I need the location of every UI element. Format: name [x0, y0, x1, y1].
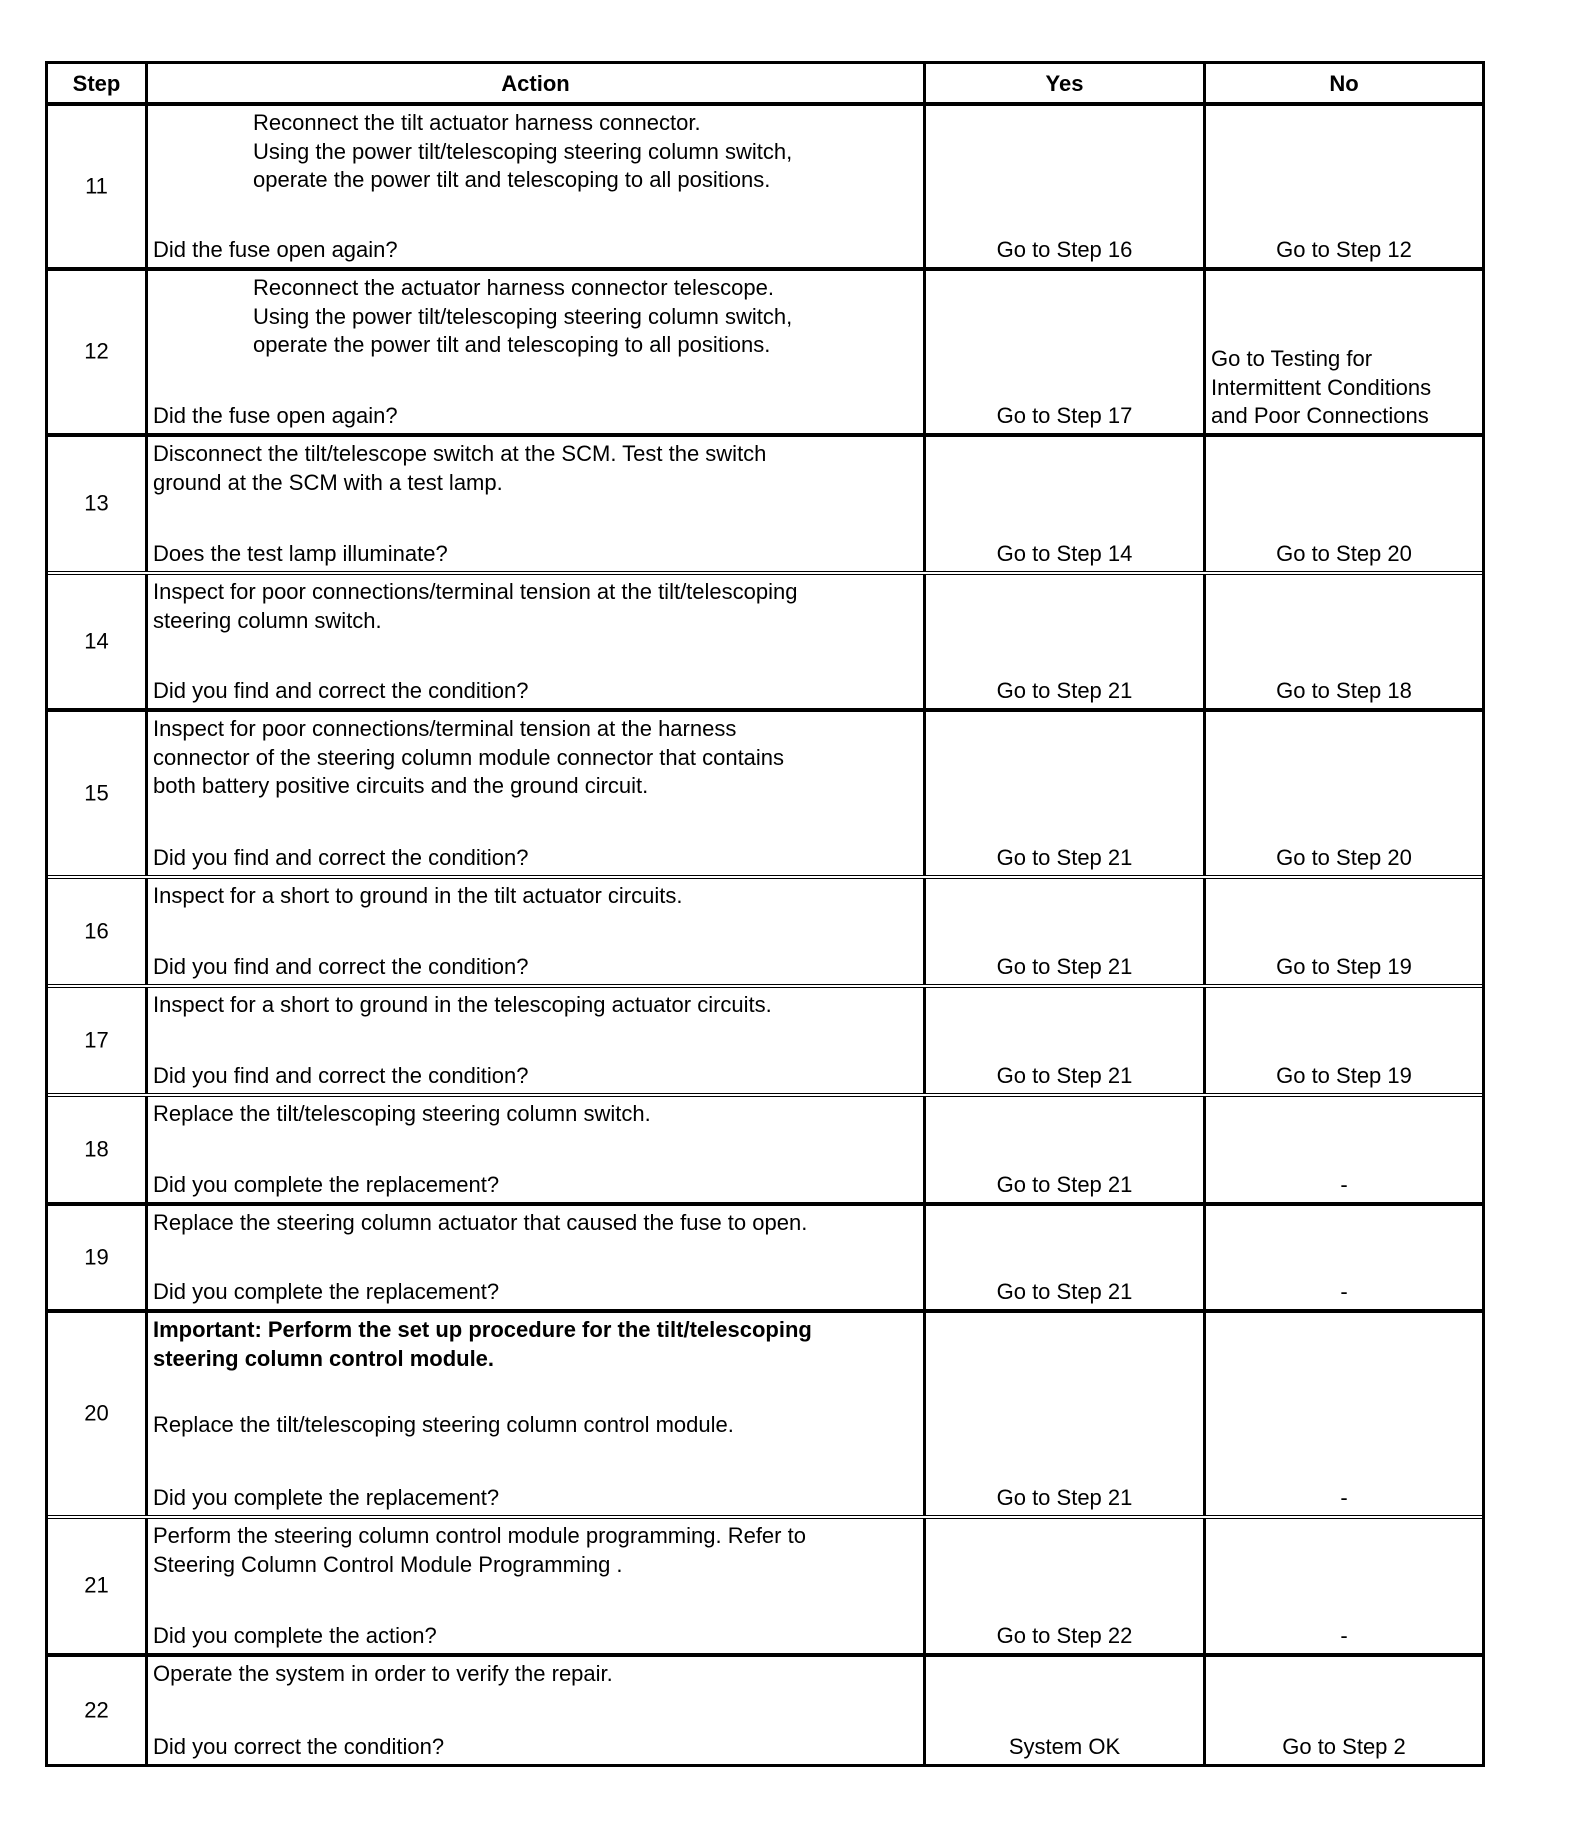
- table-row: [48, 1519, 1482, 1657]
- action-question: Does the test lamp illuminate?: [153, 541, 448, 567]
- no-result: Go to Testing for Intermittent Conditions and Poor Connections: [1211, 346, 1432, 429]
- step-number: 15: [84, 780, 109, 806]
- action-question: Did you find and correct the condition?: [153, 845, 529, 871]
- table-row: [48, 437, 1482, 575]
- action-question: Did you complete the replacement?: [153, 1485, 500, 1511]
- yes-result: Go to Step 21: [996, 1279, 1133, 1305]
- yes-result: Go to Step 21: [996, 1485, 1133, 1511]
- action-text: Inspect for poor connections/terminal tension at the harness connector of the steering column module connector that contains both battery positive circuits and the ground circuit.: [153, 716, 785, 799]
- table-row: [48, 106, 1482, 271]
- header-step: Step: [48, 64, 148, 102]
- header-no: No: [1329, 71, 1359, 96]
- no-result: Go to Step 19: [1276, 1063, 1412, 1089]
- table-row: [48, 712, 1482, 879]
- step-number: 13: [84, 490, 109, 516]
- action-question: Did you find and correct the condition?: [153, 1063, 529, 1089]
- action-question: Did the fuse open again?: [153, 403, 398, 429]
- yes-result: Go to Step 21: [996, 678, 1133, 704]
- action-text: Replace the tilt/telescoping steering column control module.: [153, 1412, 734, 1437]
- yes-result: Go to Step 21: [996, 845, 1133, 871]
- step-number: 22: [84, 1697, 109, 1723]
- action-question: Did the fuse open again?: [153, 237, 398, 263]
- no-result: -: [1340, 1279, 1348, 1305]
- no-result: Go to Step 12: [1276, 237, 1412, 263]
- table-header-row: [48, 64, 1482, 106]
- yes-result: Go to Step 22: [996, 1623, 1133, 1649]
- table-row: [48, 1097, 1482, 1206]
- table-row: [48, 1206, 1482, 1313]
- no-result: Go to Step 18: [1276, 678, 1412, 704]
- header-action: Action: [148, 64, 926, 102]
- yes-result: Go to Step 21: [996, 1063, 1133, 1089]
- action-question: Did you complete the action?: [153, 1623, 437, 1649]
- action-question: Did you find and correct the condition?: [153, 678, 529, 704]
- action-text: Replace the tilt/telescoping steering column switch.: [153, 1101, 651, 1126]
- action-text: Inspect for poor connections/terminal tension at the tilt/telescoping steering column switch.: [153, 579, 798, 633]
- no-result: Go to Step 20: [1276, 845, 1412, 871]
- action-text: Reconnect the tilt actuator harness connector. Using the power tilt/telescoping steering column switch, operate the power tilt and telescoping to all positions.: [253, 110, 793, 193]
- table-row: [48, 879, 1482, 988]
- table-row: [48, 1657, 1482, 1764]
- step-number: 16: [84, 918, 109, 944]
- action-text: Inspect for a short to ground in the telescoping actuator circuits.: [153, 992, 772, 1017]
- no-result: Go to Step 19: [1276, 954, 1412, 980]
- no-result: Go to Step 20: [1276, 541, 1412, 567]
- table-row: [48, 1313, 1482, 1519]
- diagnostic-table: [45, 61, 1485, 1767]
- yes-result: Go to Step 14: [996, 541, 1133, 567]
- action-question: Did you find and correct the condition?: [153, 954, 529, 980]
- no-result: -: [1340, 1485, 1348, 1511]
- yes-result: Go to Step 17: [996, 403, 1133, 429]
- yes-result: Go to Step 21: [996, 1172, 1133, 1198]
- action-text: Inspect for a short to ground in the tilt actuator circuits.: [153, 883, 683, 908]
- action-question: Did you complete the replacement?: [153, 1172, 500, 1198]
- no-result: Go to Step 2: [1282, 1734, 1406, 1760]
- step-number: 12: [84, 338, 109, 364]
- yes-result: Go to Step 16: [996, 237, 1133, 263]
- step-number: 17: [84, 1027, 109, 1053]
- header-yes: Yes: [926, 64, 1206, 102]
- action-text: Disconnect the tilt/telescope switch at the SCM. Test the switch ground at the SCM with a test lamp.: [153, 441, 767, 495]
- action-text: Replace the steering column actuator that caused the fuse to open.: [153, 1210, 808, 1235]
- step-number: 19: [84, 1244, 109, 1270]
- step-number: 20: [84, 1400, 109, 1426]
- step-number: 11: [85, 173, 108, 199]
- table-row: [48, 988, 1482, 1097]
- table-row: [48, 575, 1482, 712]
- action-text: Perform the steering column control module programming. Refer to Steering Column Control Module Programming .: [153, 1523, 806, 1577]
- no-result: -: [1340, 1623, 1348, 1649]
- step-number: 14: [84, 628, 109, 654]
- action-question: Did you complete the replacement?: [153, 1279, 500, 1305]
- step-number: 18: [84, 1136, 109, 1162]
- yes-result: Go to Step 21: [996, 954, 1133, 980]
- step-number: 21: [84, 1572, 109, 1598]
- no-result: -: [1340, 1172, 1348, 1198]
- important-note: Important: Perform the set up procedure for the tilt/telescoping steering column control module.: [153, 1317, 812, 1371]
- action-question: Did you correct the condition?: [153, 1734, 445, 1760]
- action-text: Operate the system in order to verify the repair.: [153, 1661, 613, 1686]
- yes-result: System OK: [1008, 1734, 1121, 1760]
- action-text: Reconnect the actuator harness connector telescope. Using the power tilt/telescoping steering column switch, operate the power tilt and telescoping to all positions.: [253, 275, 793, 358]
- table-row: [48, 271, 1482, 437]
